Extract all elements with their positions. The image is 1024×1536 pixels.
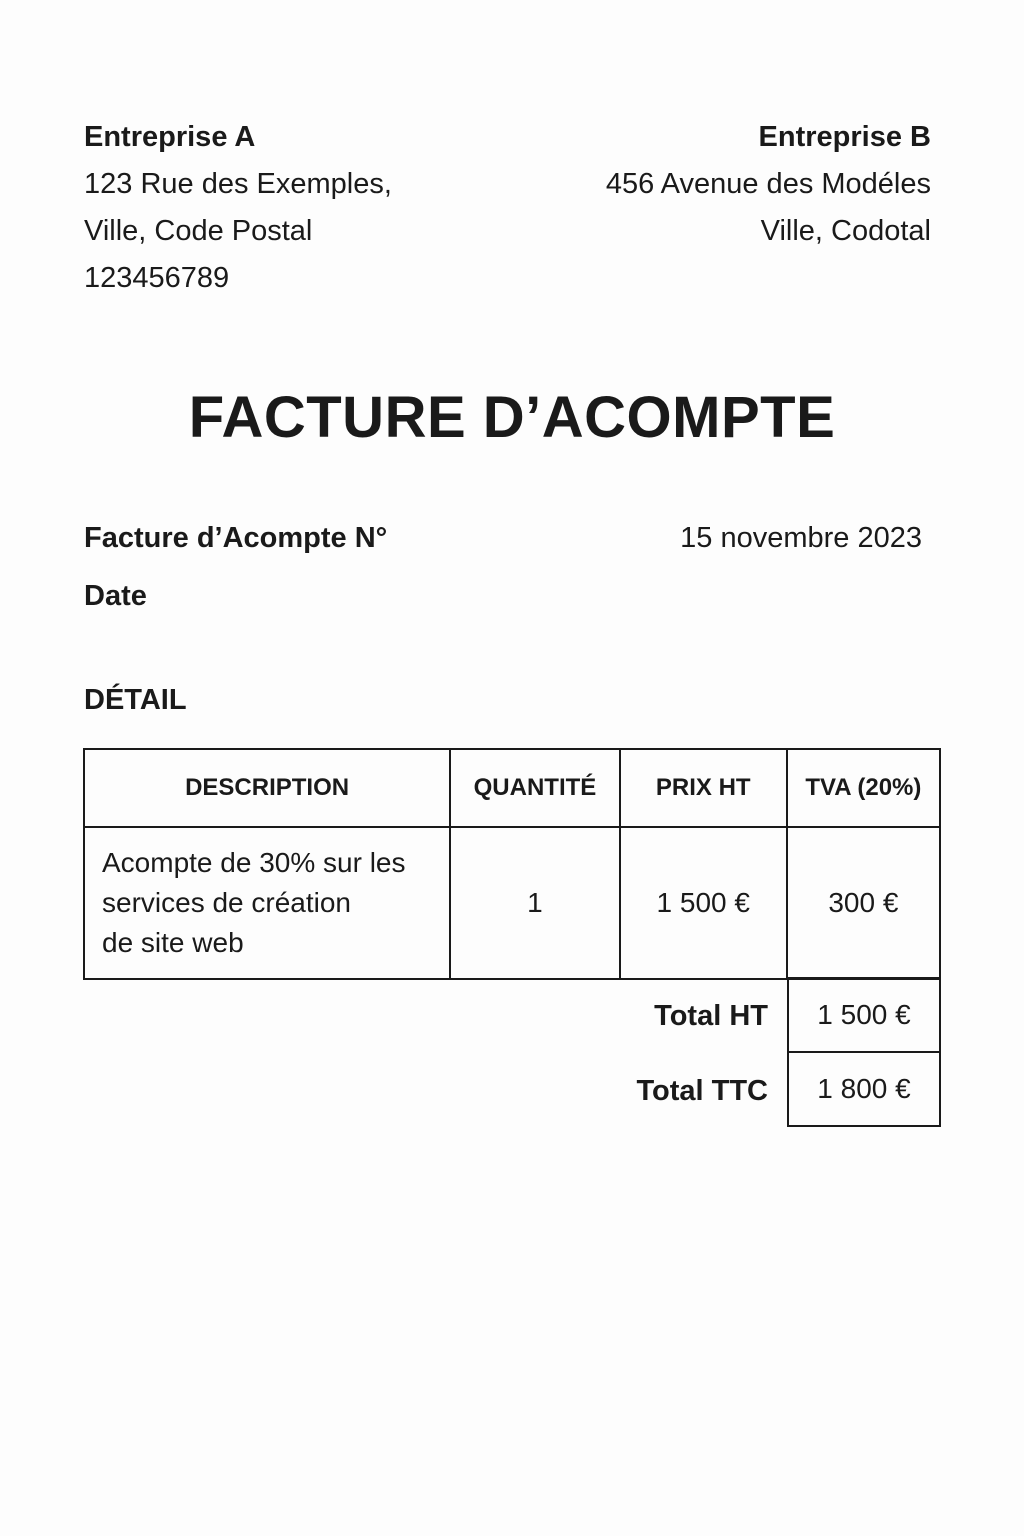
buyer-address-line2: Ville, Codotal bbox=[760, 215, 931, 247]
row-description-line3: de site web bbox=[102, 927, 244, 958]
header-vat: TVA (20%) bbox=[787, 749, 940, 827]
buyer-name: Entreprise B bbox=[758, 121, 931, 153]
seller-block bbox=[84, 114, 392, 302]
row-price-ht: 1 500 € bbox=[620, 827, 787, 979]
invoice-number-label: Facture d’Acompte N° bbox=[84, 522, 388, 554]
totals-table bbox=[787, 977, 941, 1127]
invoice-items-table bbox=[83, 748, 941, 980]
total-ttc-row bbox=[788, 1052, 940, 1126]
seller-name: Entreprise A bbox=[84, 121, 256, 153]
buyer-block bbox=[606, 114, 931, 255]
buyer-address-line1: 456 Avenue des Modéles bbox=[605, 168, 931, 200]
header-quantity: QUANTITÉ bbox=[450, 749, 620, 827]
total-ht-row bbox=[788, 978, 940, 1052]
seller-address-line2: Ville, Code Postal bbox=[84, 215, 313, 247]
total-ht-label: Total HT bbox=[654, 1000, 768, 1032]
row-quantity: 1 bbox=[450, 827, 620, 979]
seller-phone: 123456789 bbox=[84, 262, 230, 294]
seller-address-line1: 123 Rue des Exemples, bbox=[84, 168, 392, 200]
table-row bbox=[84, 827, 940, 979]
header-description: DESCRIPTION bbox=[84, 749, 450, 827]
row-description bbox=[84, 827, 450, 979]
detail-section-title: DÉTAIL bbox=[84, 684, 187, 716]
document-title: FACTURE D’ACOMPTE bbox=[188, 385, 836, 450]
row-description-line2: services de création bbox=[102, 887, 352, 918]
total-ttc-label: Total TTC bbox=[636, 1075, 768, 1107]
invoice-date-label: Date bbox=[84, 580, 147, 612]
row-description-line1: Acompte de 30% sur les bbox=[102, 847, 406, 878]
row-vat: 300 € bbox=[787, 827, 940, 979]
total-ttc-value: 1 800 € bbox=[788, 1052, 940, 1126]
header-price-ht: PRIX HT bbox=[620, 749, 787, 827]
total-ht-value: 1 500 € bbox=[788, 978, 940, 1052]
table-header-row bbox=[84, 749, 940, 827]
invoice-date-value: 15 novembre 2023 bbox=[680, 522, 922, 554]
